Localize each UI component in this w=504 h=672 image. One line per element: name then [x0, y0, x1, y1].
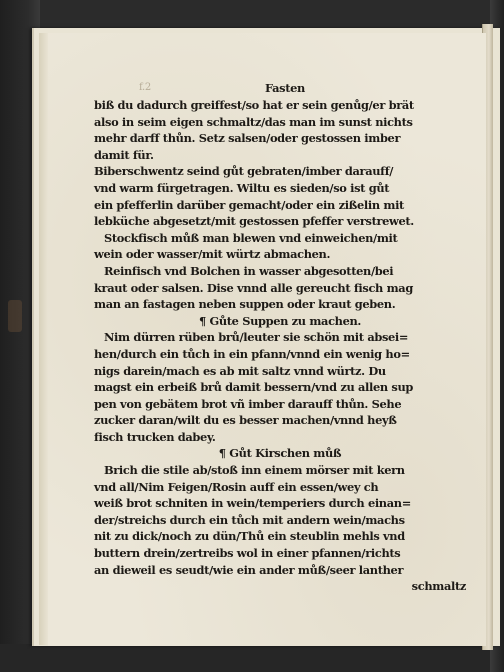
text-line: Stockfisch můß man blewen vnd einweichen/mit — [104, 230, 398, 245]
scanner-backdrop-bottom — [0, 644, 504, 672]
text-line: Brich die stile ab/stoß inn einem mörser mit kern — [104, 463, 405, 478]
section-heading-soups: ¶ Gůte Suppen zu machen. — [198, 313, 362, 328]
text-line: Reinfisch vnd Bolchen in wasser abgesotten/bei — [104, 263, 394, 278]
text-line: lebküche abgesetzt/mit gestossen pfeffer verstrewet. — [94, 214, 414, 229]
paragraph-block-1 — [94, 97, 466, 313]
text-line: kraut oder salsen. Dise vnnd alle gereucht fisch mag — [94, 280, 413, 295]
paragraph-block-cherry-mush — [94, 462, 466, 578]
text-line: also in seim eigen schmaltz/das man im sunst nichts — [94, 114, 413, 129]
text-line: buttern drein/zertreibs wol in einer pfannen/richts — [94, 546, 401, 561]
text-line: Biberschwentz seind gůt gebraten/imber darauff/ — [94, 164, 394, 179]
text-line: vnd warm fürgetragen. Wiltu es sieden/so ist gůt — [94, 180, 390, 195]
text-line: an dieweil es seudt/wie ein ander můß/seer lanther — [94, 562, 404, 577]
page-header — [94, 80, 466, 97]
text-line: nit zu dick/noch zu dün/Thů ein steublin mehls vnd — [94, 529, 405, 544]
folio-mark: f.2 — [139, 82, 151, 93]
text-line: der/streichs durch ein tůch mit andern wein/machs — [94, 512, 405, 527]
text-line: man an fastagen neben suppen oder kraut geben. — [94, 297, 396, 312]
page-text-block — [94, 80, 466, 595]
text-line: fisch trucken dabey. — [94, 429, 216, 444]
text-line: weiß brot schniten in wein/temperiers durch einan= — [94, 496, 411, 511]
running-head: Fasten — [265, 81, 305, 95]
section-heading-cherry-mush: ¶ Gůt Kirschen můß — [218, 446, 342, 461]
text-line: biß du dadurch greiffest/so hat er sein genůg/er brät — [94, 98, 414, 112]
text-line: damit für. — [94, 147, 154, 162]
paragraph-block-soups — [94, 329, 466, 445]
text-line: wein oder wasser/mit würtz abmachen. — [94, 247, 331, 262]
text-line: vnd all/Nim Feigen/Rosin auff ein essen/wey ch — [94, 479, 379, 494]
text-line: magst ein erbeiß brů damit bessern/vnd zu allen sup — [94, 380, 414, 395]
text-line: nigs darein/mach es ab mit saltz vnnd würtz. Du — [94, 363, 386, 378]
text-line: zucker daran/wilt du es besser machen/vnnd heyß — [94, 413, 397, 428]
text-line: pen von gebätem brot vñ imber darauff thůn. Sehe — [94, 396, 402, 411]
text-line: hen/durch ein tůch in ein pfann/vnnd ein wenig ho= — [94, 346, 410, 361]
text-line: Nim dürren rüben brů/leuter sie schön mit absei= — [104, 330, 409, 345]
catchword: schmaltz — [411, 579, 466, 594]
text-line: mehr darff thůn. Setz salsen/oder gestossen imber — [94, 131, 401, 146]
text-line: ein pfefferlin darüber gemacht/oder ein zißelin mit — [94, 197, 404, 212]
binding-stain — [8, 300, 22, 332]
